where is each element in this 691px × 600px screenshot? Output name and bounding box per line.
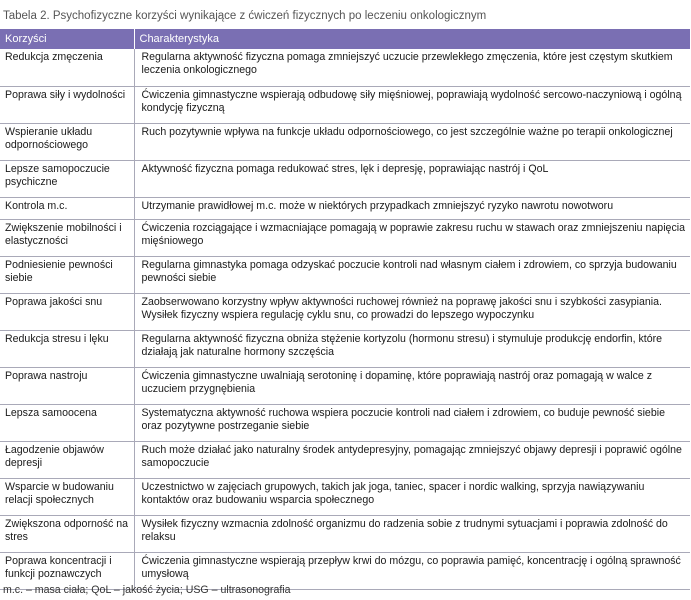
header-row: [0, 29, 690, 49]
table-row: [0, 256, 690, 293]
benefit-cell: Redukcja zmęczenia: [0, 49, 134, 86]
benefit-cell: Lepsze samopoczucie psychiczne: [0, 160, 134, 197]
table-row: [0, 160, 690, 197]
footnote: m.c. – masa ciała; QoL – jakość życia; USG – ultrasonografia: [3, 584, 291, 596]
table-row: [0, 197, 690, 219]
description-cell: Ćwiczenia gimnastyczne wspierają przepływ krwi do mózgu, co poprawia pamięć, koncentrację i ogólną sprawność umysłową: [134, 552, 690, 589]
benefit-cell: Zwiększona odporność na stres: [0, 515, 134, 552]
table-row: [0, 478, 690, 515]
header-description: Charakterystyka: [134, 29, 690, 49]
benefit-cell: Kontrola m.c.: [0, 197, 134, 219]
description-cell: Regularna aktywność fizyczna pomaga zmniejszyć uczucie przewlekłego zmęczenia, które jest częstym skutkiem leczenia onkologicznego: [134, 49, 690, 86]
description-cell: Uczestnictwo w zajęciach grupowych, takich jak joga, taniec, spacer i nordic walking, sprzyja nawiązywaniu kontaktów oraz budowaniu wsparcia społecznego: [134, 478, 690, 515]
description-cell: Wysiłek fizyczny wzmacnia zdolność organizmu do radzenia sobie z trudnymi sytuacjami i poprawia zdolność do relaksu: [134, 515, 690, 552]
table-row: [0, 86, 690, 123]
benefit-cell: Wsparcie w budowaniu relacji społecznych: [0, 478, 134, 515]
table-body: [0, 49, 690, 589]
benefit-cell: Poprawa siły i wydolności: [0, 86, 134, 123]
table-row: [0, 367, 690, 404]
description-cell: Utrzymanie prawidłowej m.c. może w niektórych przypadkach zmniejszyć ryzyko nawrotu nowotworu: [134, 197, 690, 219]
benefit-cell: Poprawa nastroju: [0, 367, 134, 404]
table-row: [0, 123, 690, 160]
table-row: [0, 441, 690, 478]
table-row: [0, 49, 690, 86]
benefit-cell: Wspieranie układu odpornościowego: [0, 123, 134, 160]
benefit-cell: Podniesienie pewności siebie: [0, 256, 134, 293]
description-cell: Ruch może działać jako naturalny środek antydepresyjny, pomagając zmniejszyć objawy depresji i poprawić ogólne samopoczucie: [134, 441, 690, 478]
description-cell: Ruch pozytywnie wpływa na funkcje układu odpornościowego, co jest szczególnie ważne po terapii onkologicznej: [134, 123, 690, 160]
description-cell: Systematyczna aktywność ruchowa wspiera poczucie kontroli nad ciałem i zdrowiem, co buduje pewność siebie oraz pozytywne postrzeganie siebie: [134, 404, 690, 441]
benefits-table-container: [0, 29, 690, 590]
benefits-table: [0, 29, 690, 590]
benefit-cell: Redukcja stresu i lęku: [0, 330, 134, 367]
description-cell: Regularna aktywność fizyczna obniża stężenie kortyzolu (hormonu stresu) i stymuluje produkcję endorfin, które działają jak naturalne hormony szczęścia: [134, 330, 690, 367]
table-row: [0, 515, 690, 552]
description-cell: Aktywność fizyczna pomaga redukować stres, lęk i depresję, poprawiając nastrój i QoL: [134, 160, 690, 197]
table-row: [0, 293, 690, 330]
table-caption: Tabela 2. Psychofizyczne korzyści wynikające z ćwiczeń fizycznych po leczeniu onkologicznym: [3, 10, 487, 22]
description-cell: Zaobserwowano korzystny wpływ aktywności ruchowej również na poprawę jakości snu i szybkości zasypiania. Wysiłek fizyczny wspiera regulację cyklu snu, co prowadzi do lepszego wypoczynku: [134, 293, 690, 330]
description-cell: Ćwiczenia gimnastyczne wspierają odbudowę siły mięśniowej, poprawiają wydolność sercowo-naczyniową i ogólną kondycję fizyczną: [134, 86, 690, 123]
header-benefit: Korzyści: [0, 29, 134, 49]
benefit-cell: Poprawa koncentracji i funkcji poznawczych: [0, 552, 134, 589]
table-row: [0, 219, 690, 256]
benefit-cell: Łagodzenie objawów depresji: [0, 441, 134, 478]
benefit-cell: Poprawa jakości snu: [0, 293, 134, 330]
table-row: [0, 404, 690, 441]
benefit-cell: Lepsza samoocena: [0, 404, 134, 441]
description-cell: Ćwiczenia rozciągające i wzmacniające pomagają w poprawie zakresu ruchu w stawach oraz zmniejszeniu napięcia mięśniowego: [134, 219, 690, 256]
table-row: [0, 330, 690, 367]
description-cell: Regularna gimnastyka pomaga odzyskać poczucie kontroli nad własnym ciałem i zdrowiem, co sprzyja budowaniu pewności siebie: [134, 256, 690, 293]
benefit-cell: Zwiększenie mobilności i elastyczności: [0, 219, 134, 256]
table-header: [0, 29, 690, 49]
description-cell: Ćwiczenia gimnastyczne uwalniają serotoninę i dopaminę, które poprawiają nastrój oraz pomagają w walce z uczuciem przygnębienia: [134, 367, 690, 404]
